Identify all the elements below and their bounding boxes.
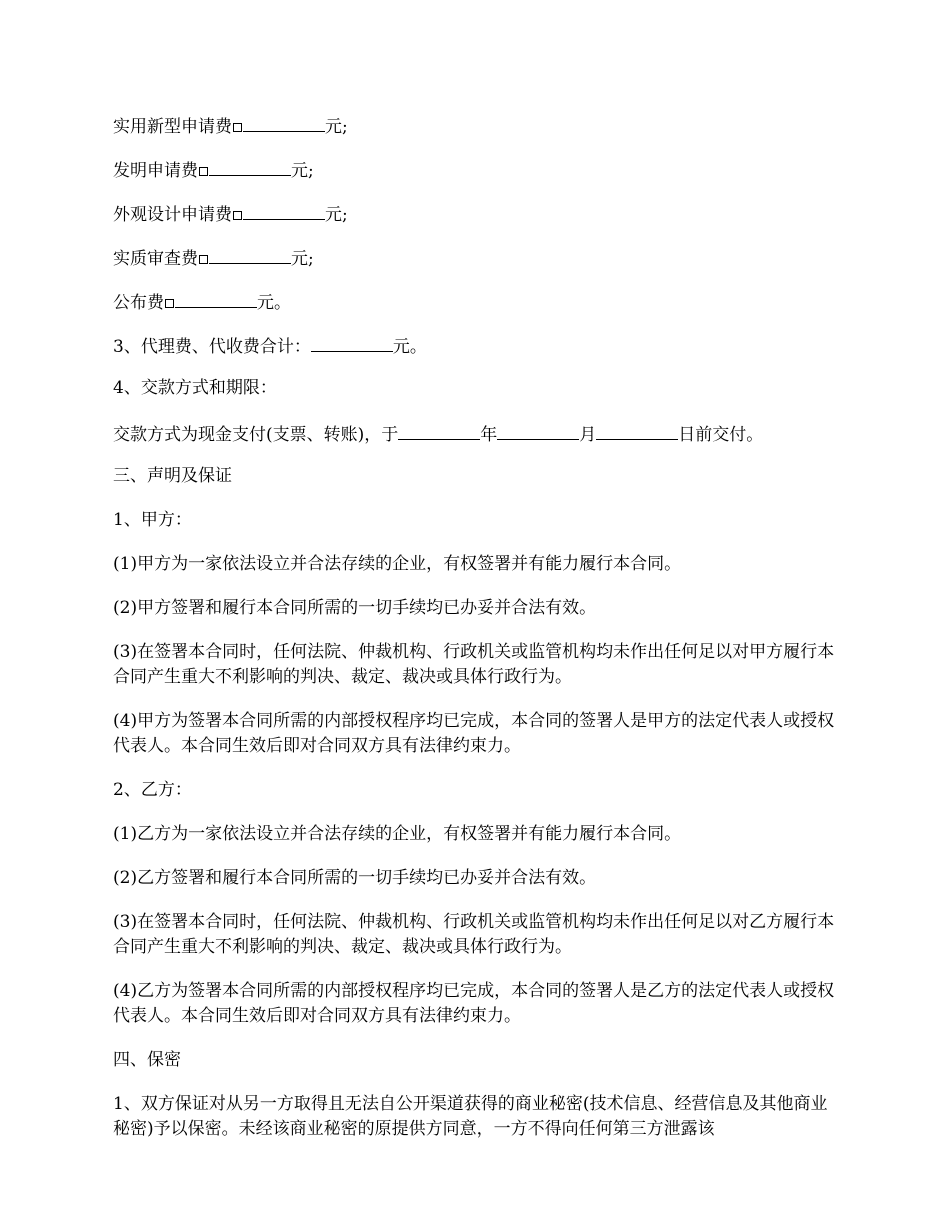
fee-line-invention: 发明申请费 元; bbox=[113, 156, 838, 181]
amount-blank bbox=[311, 334, 393, 352]
party-b-item: (2)乙方签署和履行本合同所需的一切手续均已办妥并合法有效。 bbox=[113, 868, 597, 888]
party-a-heading: 1、甲方： bbox=[113, 510, 192, 530]
party-a-item: (4)甲方为签署本合同所需的内部授权程序均已完成，本合同的签署人是甲方的法定代表人或授权代表人。本合同生效后即对合同双方具有法律约束力。 bbox=[113, 711, 835, 756]
amount-blank bbox=[209, 158, 291, 176]
party-a-item: (3)在签署本合同时，任何法院、仲裁机构、行政机关或监管机构均未作出任何足以对甲方履行本合同产生重大不利影响的判决、裁定、裁决或具体行政行为。 bbox=[113, 642, 835, 687]
checkbox-icon bbox=[233, 211, 242, 220]
party-b-item: (4)乙方为签署本合同所需的内部授权程序均已完成，本合同的签署人是乙方的法定代表人或授权代表人。本合同生效后即对合同双方具有法律约束力。 bbox=[113, 981, 835, 1026]
party-a-item: (1)甲方为一家依法设立并合法存续的企业，有权签署并有能力履行本合同。 bbox=[113, 554, 682, 574]
month-blank bbox=[497, 422, 579, 440]
fee-line-design: 外观设计申请费 元; bbox=[113, 200, 838, 225]
checkbox-icon bbox=[199, 167, 208, 176]
checkbox-icon bbox=[165, 299, 174, 308]
confidentiality-item: 1、双方保证对从另一方取得且无法自公开渠道获得的商业秘密(技术信息、经营信息及其他商业秘密)予以保密。未经该商业秘密的原提供方同意，一方不得向任何第三方泄露该 bbox=[113, 1094, 828, 1139]
fee-line-publication: 公布费 元。 bbox=[113, 288, 838, 313]
total-fee-line: 3、代理费、代收费合计： 元。 bbox=[113, 332, 838, 357]
checkbox-icon bbox=[199, 255, 208, 264]
section-4-title: 四、保密 bbox=[113, 1050, 181, 1070]
party-b-item: (3)在签署本合同时，任何法院、仲裁机构、行政机关或监管机构均未作出任何足以对乙方履行本合同产生重大不利影响的判决、裁定、裁决或具体行政行为。 bbox=[113, 912, 835, 957]
fee-line-examination: 实质审查费 元; bbox=[113, 244, 838, 269]
payment-heading: 4、交款方式和期限： bbox=[113, 378, 277, 398]
amount-blank bbox=[243, 114, 325, 132]
day-blank bbox=[596, 422, 678, 440]
party-b-heading: 2、乙方： bbox=[113, 780, 192, 800]
fee-line-utility-model: 实用新型申请费 元; bbox=[113, 112, 838, 137]
amount-blank bbox=[243, 202, 325, 220]
payment-terms-line: 交款方式为现金支付(支票、转账)，于 年 月 日前交付。 bbox=[113, 420, 838, 445]
amount-blank bbox=[175, 290, 257, 308]
checkbox-icon bbox=[233, 123, 242, 132]
party-b-item: (1)乙方为一家依法设立并合法存续的企业，有权签署并有能力履行本合同。 bbox=[113, 824, 682, 844]
section-3-title: 三、声明及保证 bbox=[113, 466, 232, 486]
party-a-item: (2)甲方签署和履行本合同所需的一切手续均已办妥并合法有效。 bbox=[113, 598, 597, 618]
amount-blank bbox=[209, 246, 291, 264]
year-blank bbox=[398, 422, 480, 440]
document-body bbox=[113, 112, 838, 1161]
